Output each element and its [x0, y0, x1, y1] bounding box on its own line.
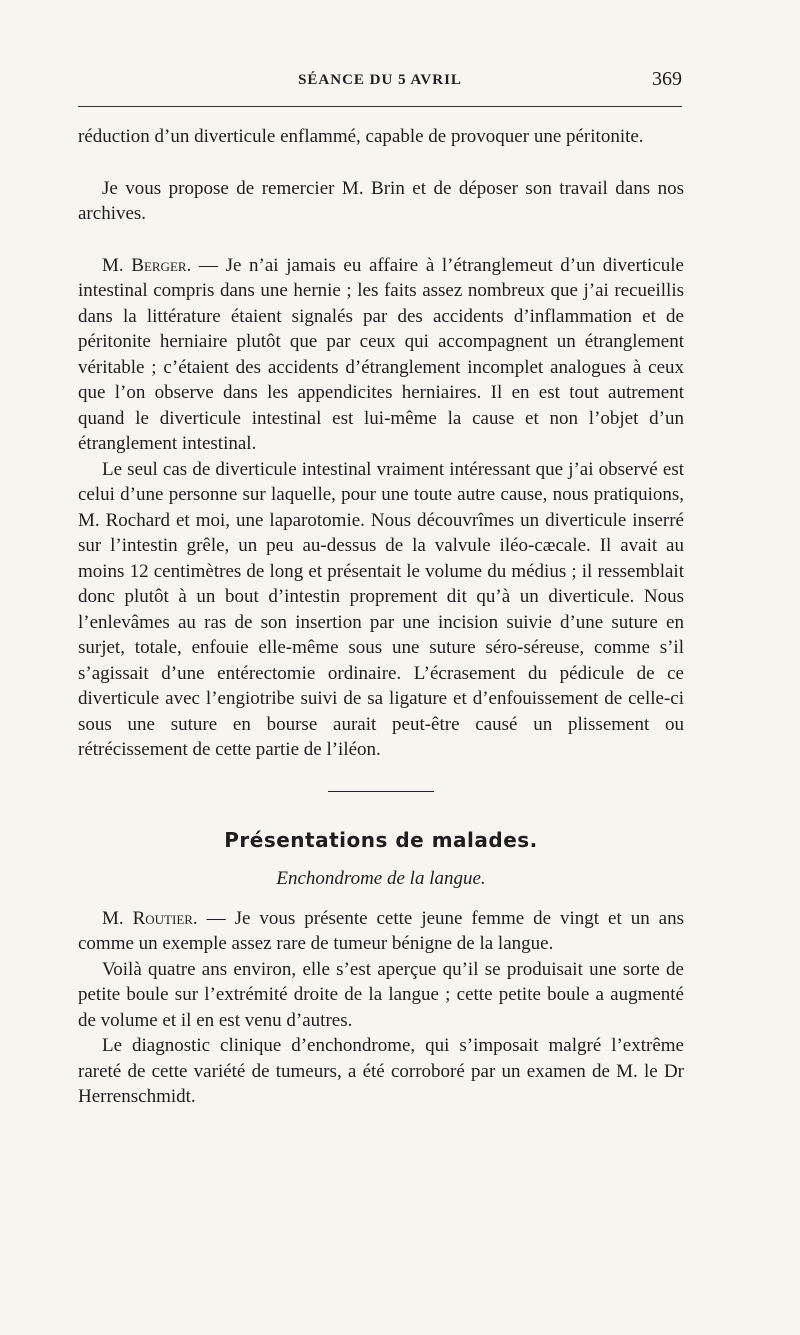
paragraph-3-text: — Je n’ai jamais eu affaire à l’étranglemeut d’un diverticule intestinal compris dans une hernie ; les faits assez nombreux que j’ai recueillis dans la littérature étaient signalés par des accidents d’inflammation et de péritonite herniaire plutôt que par ceux qui accompagnent un étranglement véritable ; c’étaient des accidents d’étranglement incomplet analogues à ceux que l’on observe dans les appendicites herniaires. Il en est tout autrement quand le diverticule intestinal est lui-même la cause et non l’objet d’un étranglement intestinal.: [78, 254, 684, 454]
paragraph-6: Voilà quatre ans environ, elle s’est aperçue qu’il se produisait une sorte de petite boule sur l’extrémité droite de la langue ; cette petite boule a augmenté de volume et il en est venu d’autres.: [78, 958, 684, 1031]
paragraph-2: Je vous propose de remercier M. Brin et de déposer son travail dans nos archives.: [78, 177, 684, 224]
speaker-name: M. Routier.: [102, 907, 198, 929]
section-separator: [328, 791, 434, 792]
speaker-name: M. Berger.: [102, 254, 192, 276]
header-rule: [78, 106, 682, 107]
paragraph-7: Le diagnostic clinique d’enchondrome, qui s’imposait malgré l’extrême rareté de cette variété de tumeurs, a été corroboré par un examen de M. le Dr Herrenschmidt.: [78, 1035, 684, 1107]
paragraph-5: [78, 906, 684, 957]
section-subtitle: Enchondrome de la langue.: [276, 867, 486, 889]
page-body: [78, 124, 684, 1110]
running-head: SÉANCE DU 5 AVRIL: [298, 72, 462, 88]
section-title: Présentations de malades.: [224, 827, 538, 852]
paragraph-5-text: — Je vous présente cette jeune femme de vingt et un ans comme un exemple assez rare de tumeur bénigne de la langue.: [78, 907, 684, 954]
page-number: 369: [652, 68, 682, 90]
paragraph-4: Le seul cas de diverticule intestinal vraiment intéressant que j’ai observé est celui d’une personne sur laquelle, pour une toute autre cause, nous pratiquions, M. Rochard et moi, une laparotomie. Nous découvrîmes un diverticule inserré sur l’intestin grêle, un peu au-dessus de la valvule iléo-cæcale. Il avait au moins 12 centimètres de long et présentait le volume du médius ; il ressemblait donc plutôt à un bout d’intestin proprement dit qu’à un diverticule. Nous l’enlevâmes au ras de son insertion par une incision suivie d’une suture en surjet, totale, enfouie elle-même sous une suture séro-séreuse, comme s’il s’agissait d’une entérectomie ordinaire. L’écrasement du pédicule de ce diverticule avec l’engiotribe suivi de sa ligature et d’enfouissement de celle-ci sous une suture en bourse aurait peut-être causé un plissement ou rétrécissement de cette partie de l’iléon.: [78, 458, 684, 760]
paragraph-3: [78, 253, 684, 457]
paragraph-1: réduction d’un diverticule enflammé, capable de provoquer une péritonite.: [78, 126, 644, 147]
page-header: [78, 62, 682, 98]
